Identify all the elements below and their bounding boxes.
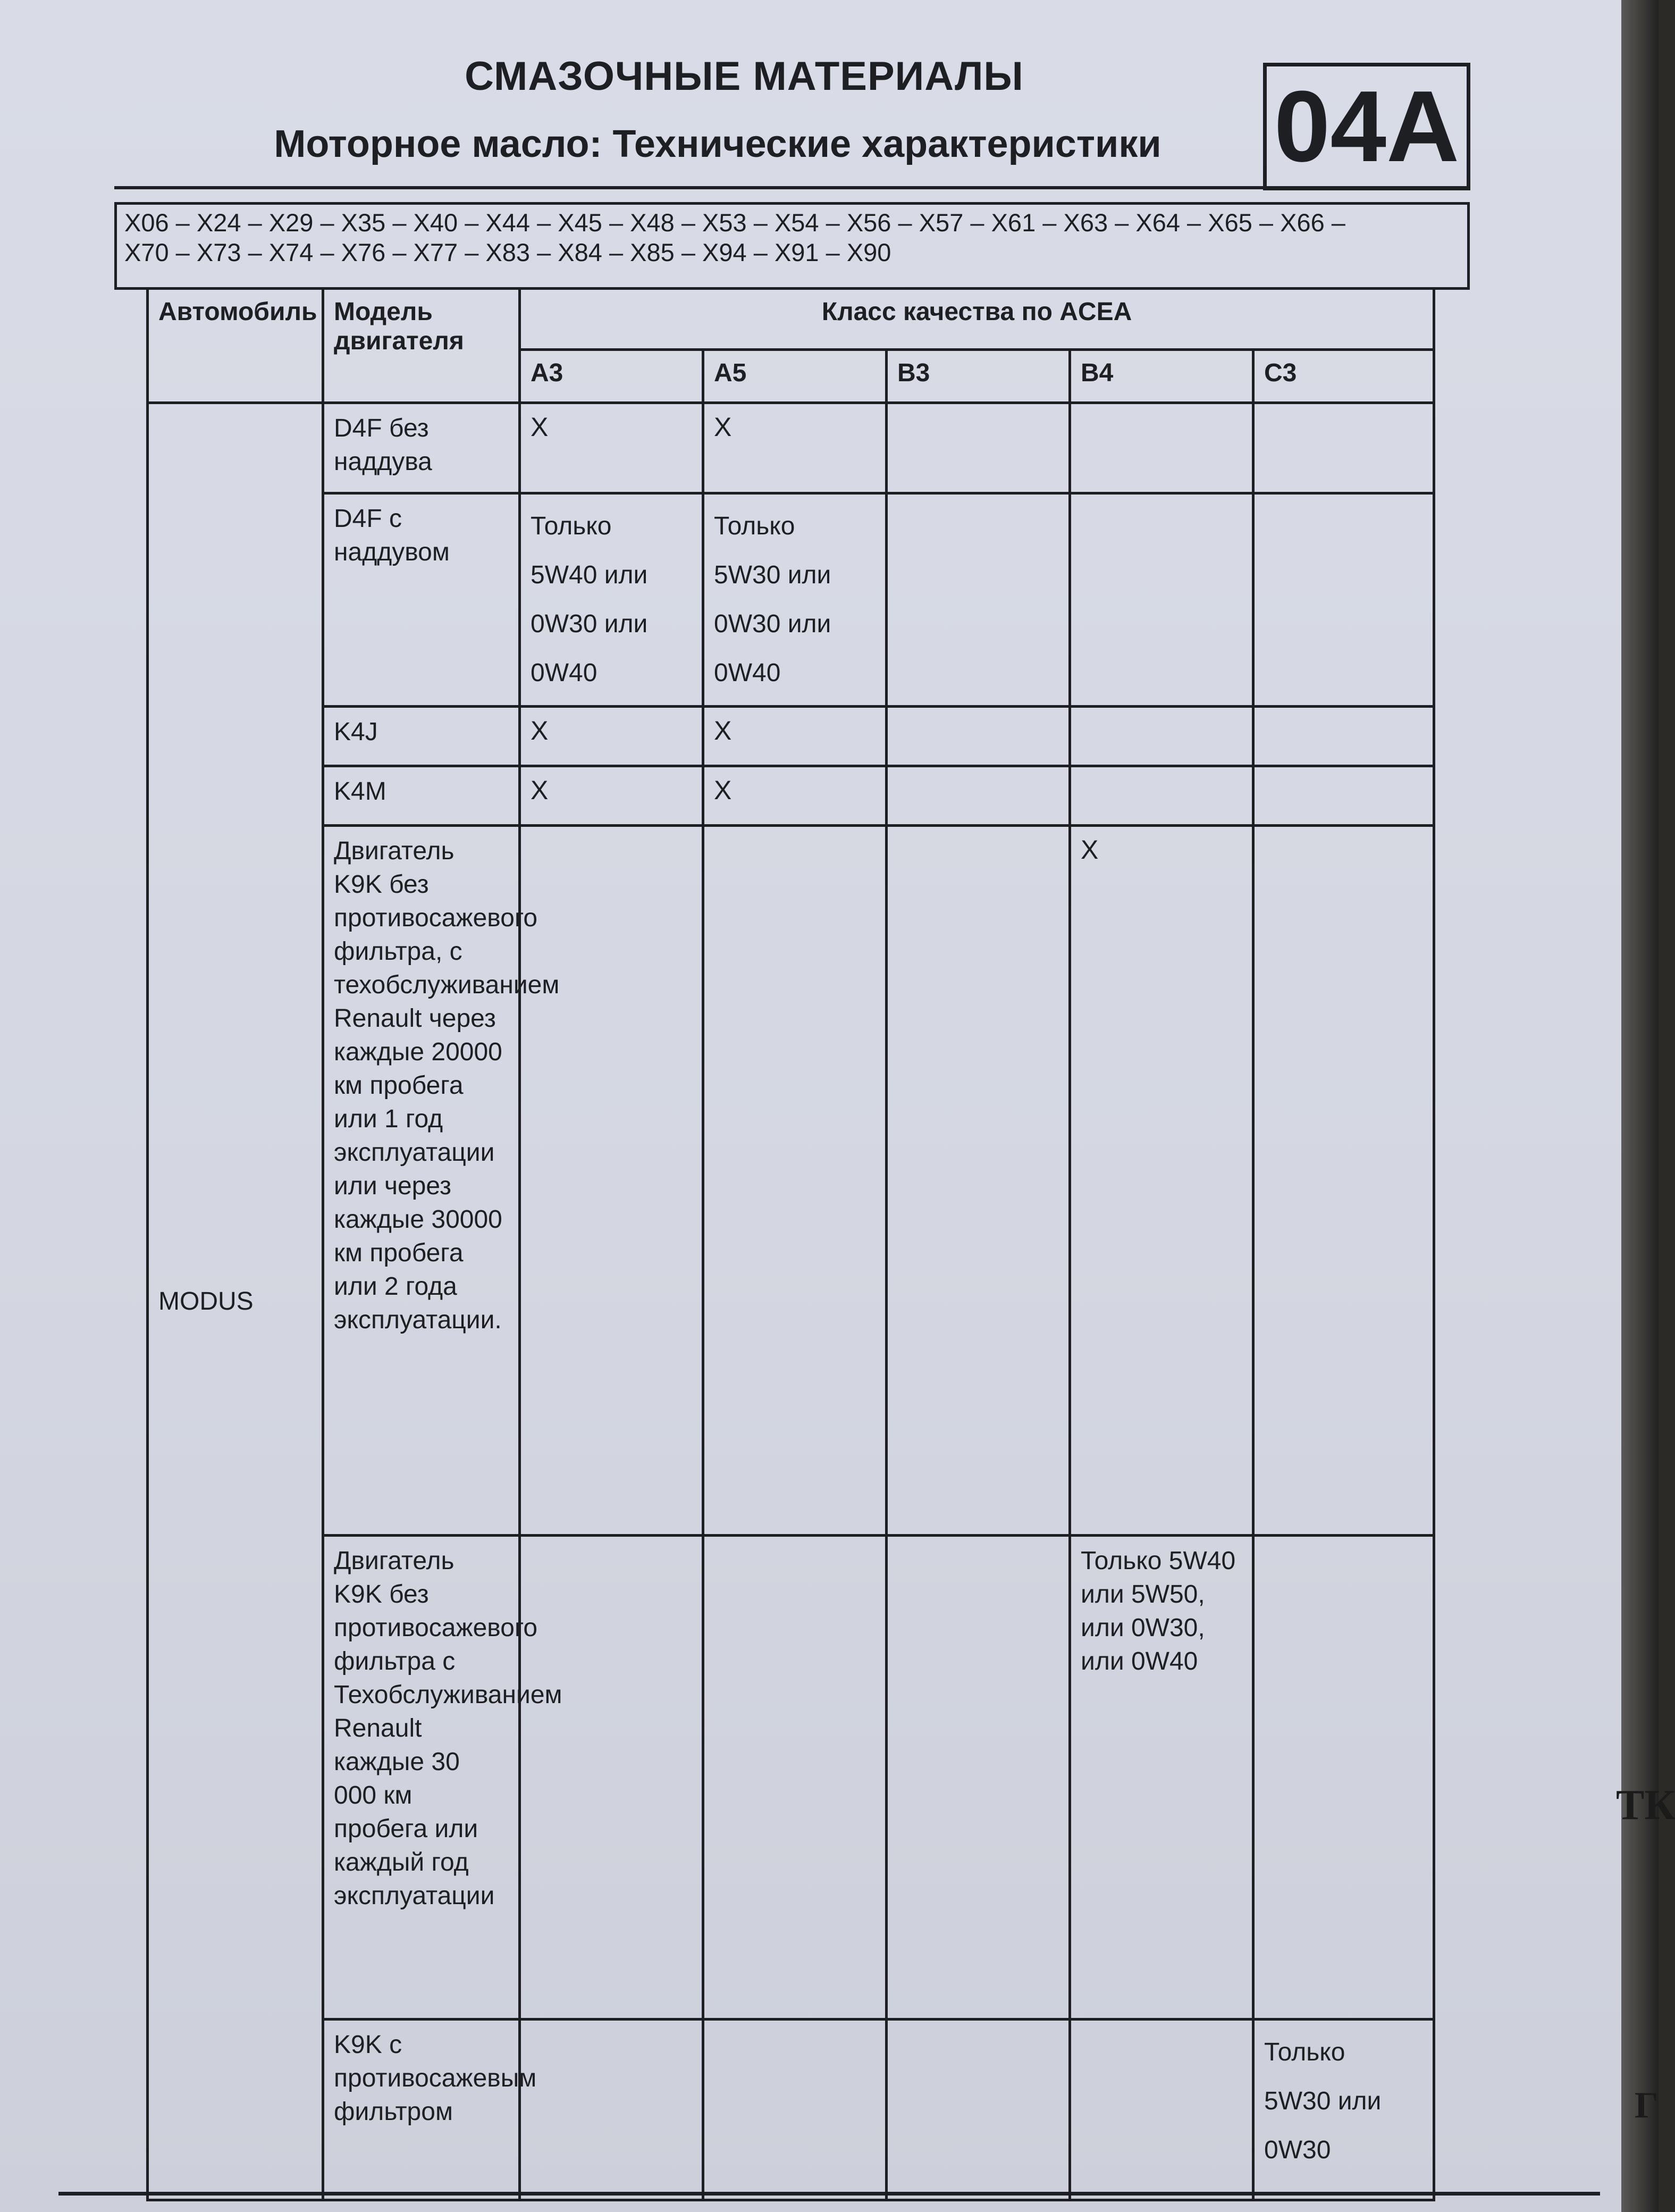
value-cell xyxy=(520,826,703,1536)
value-cell: X xyxy=(520,403,703,493)
value-cell xyxy=(887,1536,1070,2020)
value-cell xyxy=(1253,826,1434,1536)
header-class-b4: B4 xyxy=(1070,350,1253,403)
value-cell xyxy=(1070,2020,1253,2200)
value-cell xyxy=(1253,493,1434,707)
table-row xyxy=(148,493,1434,707)
header-engine: Модель двигателя xyxy=(323,289,520,403)
value-cell xyxy=(520,1536,703,2020)
value-cell: X xyxy=(703,766,887,826)
header-class-a3: A3 xyxy=(520,350,703,403)
value-cell xyxy=(887,826,1070,1536)
value-cell xyxy=(1070,403,1253,493)
value-cell: Только 5W40 или 5W50, или 0W30, или 0W40 xyxy=(1070,1536,1253,2020)
value-cell xyxy=(887,766,1070,826)
table-row xyxy=(148,766,1434,826)
page-subtitle: Моторное масло: Технические характеристики xyxy=(274,123,1161,165)
header-acea-class: Класс качества по ACEA xyxy=(520,289,1434,350)
section-code-badge: 04A xyxy=(1263,63,1470,190)
table-row xyxy=(148,2020,1434,2200)
value-cell: Только 5W30 или 0W30 или 0W40 xyxy=(703,493,887,707)
table-row xyxy=(148,826,1434,1536)
value-cell xyxy=(703,826,887,1536)
engine-cell: Двигатель K9K без противосажевого фильтра, с техобслуживанием Renault через каждые 20000 км пробега или 1 год эксплуатации или через каждые 30000 км пробега или 2 года эксплуатации. xyxy=(323,826,520,1536)
value-cell: X xyxy=(520,707,703,766)
value-cell: X xyxy=(703,707,887,766)
engine-cell: D4F с наддувом xyxy=(323,493,520,707)
engine-cell: K9K с противосажевым фильтром xyxy=(323,2020,520,2200)
table-row xyxy=(148,707,1434,766)
value-cell xyxy=(887,493,1070,707)
header-class-a5: A5 xyxy=(703,350,887,403)
header-class-b3: B3 xyxy=(887,350,1070,403)
value-cell xyxy=(703,1536,887,2020)
value-cell xyxy=(1253,403,1434,493)
value-cell xyxy=(703,2020,887,2200)
engine-cell: Двигатель K9K без противосажевого фильтра с Техобслуживанием Renault каждые 30 000 км пробега или каждый год эксплуатации xyxy=(323,1536,520,2020)
engine-cell: K4J xyxy=(323,707,520,766)
value-cell: X xyxy=(703,403,887,493)
car-name-cell: MODUS xyxy=(148,403,323,2200)
table-row xyxy=(148,403,1434,493)
value-cell xyxy=(520,2020,703,2200)
background-text-fragment: ТК xyxy=(1616,1782,1675,1829)
value-cell: Только 5W40 или 0W30 или 0W40 xyxy=(520,493,703,707)
vehicle-models-list: X06 – X24 – X29 – X35 – X40 – X44 – X45 – X48 – X53 – X54 – X56 – X57 – X61 – X63 – X64 – X65 – X66 – X70 – X73 – X74 – X76 – X77 – X83 – X84 – X85 – X94 – X91 – X90 xyxy=(114,202,1470,290)
value-cell xyxy=(887,707,1070,766)
engine-cell: K4M xyxy=(323,766,520,826)
value-cell xyxy=(887,403,1070,493)
page-title: СМАЗОЧНЫЕ МАТЕРИАЛЫ xyxy=(465,54,1024,99)
value-cell xyxy=(1070,707,1253,766)
engine-cell: D4F без наддува xyxy=(323,403,520,493)
footer-divider xyxy=(58,2192,1600,2196)
value-cell: Только 5W30 или 0W30 xyxy=(1253,2020,1434,2200)
value-cell xyxy=(1253,707,1434,766)
value-cell xyxy=(1070,493,1253,707)
underlying-page-edge xyxy=(1621,0,1659,2212)
background-text-fragment: Г xyxy=(1635,2085,1659,2126)
oil-spec-table xyxy=(146,287,1435,2201)
value-cell: X xyxy=(520,766,703,826)
value-cell xyxy=(887,2020,1070,2200)
value-cell xyxy=(1253,1536,1434,2020)
header-class-c3: C3 xyxy=(1253,350,1434,403)
header-car: Автомобиль xyxy=(148,289,323,403)
table-row xyxy=(148,1536,1434,2020)
value-cell xyxy=(1070,766,1253,826)
value-cell: X xyxy=(1070,826,1253,1536)
value-cell xyxy=(1253,766,1434,826)
header-divider xyxy=(114,186,1470,189)
